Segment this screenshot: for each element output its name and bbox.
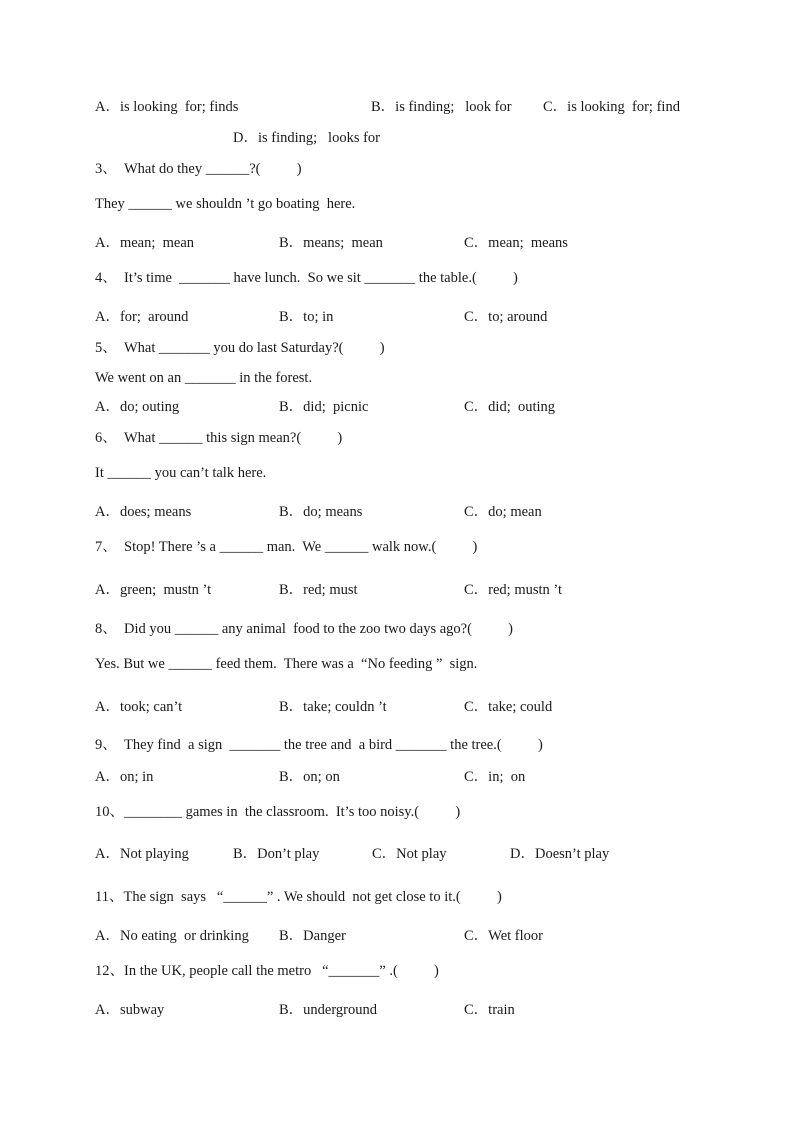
q4-option-b: B．to; in [279,309,334,325]
q3-option-c: C．mean; means [464,235,568,251]
q7-stem: 7、 Stop! There ’s a ______ man. We ______ walk now.( ) [95,539,478,555]
q6-stem: 6、 What ______ this sign mean?( ) [95,430,343,446]
q12-option-a: A．subway [95,1002,165,1018]
q3-sub: They ______ we shouldn ’t go boating here. [95,196,356,212]
q12-option-c: C．train [464,1002,515,1018]
q3-option-a: A．mean; mean [95,235,195,251]
q4-option-c: C．to; around [464,309,548,325]
q8-option-a: A．took; can’t [95,699,183,715]
q3-stem: 3、 What do they ______?( ) [95,161,302,177]
q7-option-b: B．red; must [279,582,358,598]
q8-option-c: C．take; could [464,699,553,715]
q6-option-a: A．does; means [95,504,192,520]
q5-stem: 5、 What _______ you do last Saturday?( ) [95,340,385,356]
q2-option-a: A．is looking for; finds [95,99,239,115]
q5-option-c: C．did; outing [464,399,556,415]
q5-option-b: B．did; picnic [279,399,369,415]
q11-option-c: C．Wet floor [464,928,543,944]
q6-sub: It ______ you can’t talk here. [95,465,267,481]
q4-option-a: A．for; around [95,309,189,325]
q6-option-c: C．do; mean [464,504,542,520]
q9-option-c: C．in; on [464,769,526,785]
q10-stem: 10、________ games in the classroom. It’s too noisy.( ) [95,804,461,820]
q5-sub: We went on an _______ in the forest. [95,370,313,386]
q9-stem: 9、 They find a sign _______ the tree and a bird _______ the tree.( ) [95,737,543,753]
q4-stem: 4、 It’s time _______ have lunch. So we sit _______ the table.( ) [95,270,518,286]
q11-stem: 11、The sign says “______” . We should not get close to it.( ) [95,889,502,905]
q2-option-b: B．is finding; look for [371,99,512,115]
q10-option-b: B．Don’t play [233,846,320,862]
q11-option-b: B．Danger [279,928,346,944]
q3-option-b: B．means; mean [279,235,383,251]
q7-option-a: A．green; mustn ’t [95,582,212,598]
q8-sub: Yes. But we ______ feed them. There was a “No feeding ” sign. [95,656,478,672]
q2-option-c: C．is looking for; find [543,99,680,115]
q10-option-a: A．Not playing [95,846,189,862]
q12-option-b: B．underground [279,1002,378,1018]
q8-option-b: B．take; couldn ’t [279,699,387,715]
q10-option-d: D．Doesn’t play [510,846,610,862]
q5-option-a: A．do; outing [95,399,180,415]
q7-option-c: C．red; mustn ’t [464,582,563,598]
q6-option-b: B．do; means [279,504,363,520]
q2-option-d: D．is finding; looks for [233,130,381,146]
q10-option-c: C．Not play [372,846,447,862]
q8-stem: 8、 Did you ______ any animal food to the zoo two days ago?( ) [95,621,514,637]
q11-option-a: A．No eating or drinking [95,928,249,944]
q9-option-a: A．on; in [95,769,154,785]
q9-option-b: B．on; on [279,769,340,785]
q12-stem: 12、In the UK, people call the metro “_______” .( ) [95,963,439,979]
